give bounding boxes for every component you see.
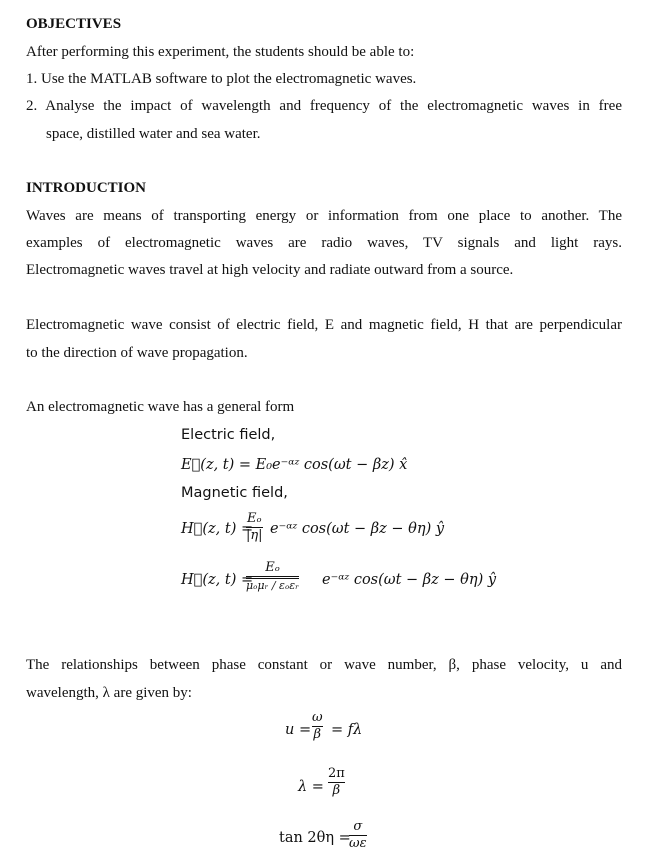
h-equation-1-numerator: Eₒ xyxy=(247,511,262,526)
lambda-equation-lhs: λ = xyxy=(298,779,324,795)
h-equation-1-rhs: e⁻ᵅᶻ cos(ωt − βz − θη) ŷ xyxy=(270,521,445,537)
u-equation-rhs: = fλ xyxy=(331,722,363,738)
tan-equation-numerator: σ xyxy=(353,819,363,834)
intro-paragraph-2-line-1: Electromagnetic wave consist of electric field, E and magnetic field, H that are perpendicular xyxy=(26,317,622,333)
lambda-equation-fraction xyxy=(328,767,345,799)
intro-paragraph-1-line-2: examples of electromagnetic waves are radio waves, TV signals and light rays. xyxy=(26,235,622,251)
relationships-line-1: The relationships between phase constant or wave number, β, phase velocity, u and xyxy=(26,657,622,673)
objectives-heading: OBJECTIVES xyxy=(26,16,122,32)
h-equation-2-rhs: e⁻ᵅᶻ cos(ωt − βz − θη) ŷ xyxy=(322,572,497,588)
tan-equation-lhs: tan 2θη = xyxy=(279,830,351,846)
u-equation-numerator: ω xyxy=(312,710,323,725)
lambda-equation-numerator: 2π xyxy=(328,766,345,781)
tan-equation-denominator: ωε xyxy=(349,836,367,852)
relationships-line-2: wavelength, λ are given by: xyxy=(26,685,192,701)
h-equation-1-fraction xyxy=(246,512,263,544)
electric-field-label: Electric field, xyxy=(181,427,276,443)
objective-item-2-line-2: space, distilled water and sea water. xyxy=(46,126,261,142)
intro-paragraph-2-line-2: to the direction of wave propagation. xyxy=(26,345,248,361)
u-equation-lhs: u = xyxy=(285,722,312,738)
objective-item-1: 1. Use the MATLAB software to plot the electromagnetic waves. xyxy=(26,71,417,87)
introduction-heading: INTRODUCTION xyxy=(26,180,147,196)
intro-paragraph-1-line-1: Waves are means of transporting energy or information from one place to another. The xyxy=(26,208,622,224)
magnetic-field-label: Magnetic field, xyxy=(181,485,288,501)
u-equation-denominator: β xyxy=(313,727,322,743)
intro-paragraph-1-line-3: Electromagnetic waves travel at high velocity and radiate outward from a source. xyxy=(26,262,514,278)
lambda-equation-denominator: β xyxy=(332,783,341,799)
tan-equation-fraction xyxy=(349,820,367,852)
h-equation-2-lhs: H⃗(z, t) = xyxy=(181,572,254,588)
h-equation-1-denominator: |η| xyxy=(246,528,263,544)
h-equation-1-lhs: H⃗(z, t) = xyxy=(181,521,254,537)
electric-field-equation: E⃗(z, t) = E₀e⁻ᵅᶻ cos(ωt − βz) x̂ xyxy=(181,457,408,473)
h-equation-2-numerator: Eₒ xyxy=(265,560,280,575)
objective-item-2-line-1: 2. Analyse the impact of wavelength and frequency of the electromagnetic waves in free xyxy=(26,98,622,114)
fraction-bar xyxy=(246,576,299,577)
h-equation-2-denominator: μₒμᵣ / εₒεᵣ xyxy=(246,579,299,593)
objectives-lead: After performing this experiment, the students should be able to: xyxy=(26,44,415,60)
intro-paragraph-3: An electromagnetic wave has a general form xyxy=(26,399,295,415)
u-equation-fraction xyxy=(312,711,323,743)
h-equation-2-fraction xyxy=(246,561,299,592)
